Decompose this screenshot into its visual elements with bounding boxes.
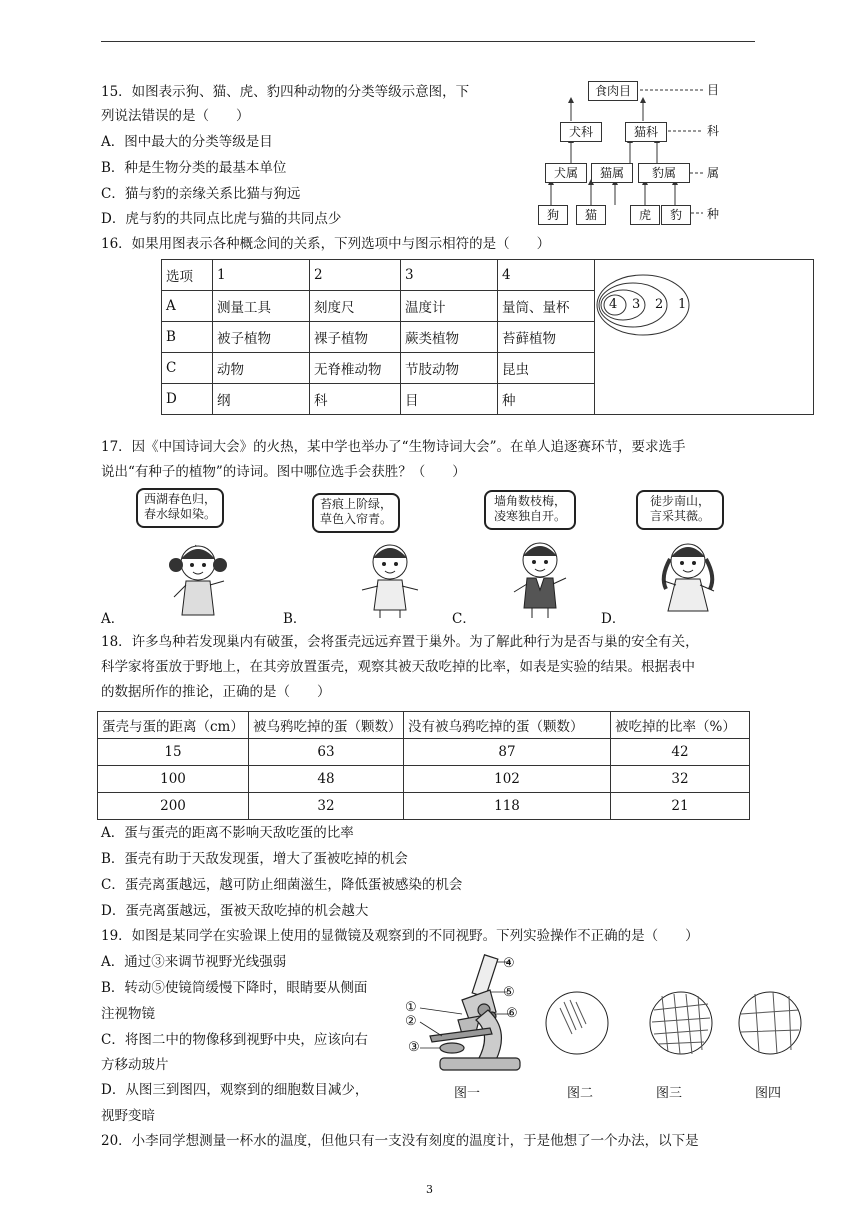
part-label-3: ③ <box>408 1040 420 1055</box>
table-cell: 种 <box>498 384 595 415</box>
node-genus-panthera: 豹属 <box>638 163 690 183</box>
table-cell: 目 <box>401 384 498 415</box>
caption-figure-3: 图三 <box>656 1086 683 1101</box>
table-cell: 裸子植物 <box>310 322 401 353</box>
q18-stem-line2: 科学家将蛋放于野地上，在其旁放置蛋壳，观察其被天敌吃掉的比率，如表是实验的结果。根据表中 <box>101 659 695 675</box>
table-row <box>98 793 750 820</box>
q15-stem-line2: 列说法错误的是（ ） <box>101 108 250 124</box>
table-cell: 测量工具 <box>213 291 310 322</box>
table-cell: 蕨类植物 <box>401 322 498 353</box>
table-cell: 无脊椎动物 <box>310 353 401 384</box>
q15-option-a[interactable]: A．图中最大的分类等级是目 <box>101 134 273 150</box>
q18-option-d[interactable]: D．蛋壳离蛋越远，蛋被天敌吃掉的机会越大 <box>101 903 369 919</box>
rank-label-order: 目 <box>707 83 720 97</box>
part-label-4: ④ <box>503 956 515 971</box>
table-cell: 昆虫 <box>498 353 595 384</box>
circle-label-3: 3 <box>632 297 641 312</box>
q19-option-c-cont: 方移动玻片 <box>101 1057 169 1073</box>
q16-header-cell: 2 <box>310 260 401 291</box>
table-cell: 科 <box>310 384 401 415</box>
q19-option-d[interactable]: D．从图三到图四，观察到的细胞数目减少， <box>101 1082 369 1098</box>
bubble-line: 西湖春色归， <box>143 492 216 506</box>
q16-header-cell: 4 <box>498 260 595 291</box>
table-row <box>98 766 750 793</box>
view-figure-2 <box>544 990 610 1056</box>
choice-b[interactable]: B． <box>283 611 307 627</box>
table-cell: 102 <box>404 766 611 793</box>
q19-option-a[interactable]: A．通过③来调节视野光线强弱 <box>101 954 287 970</box>
q19-option-b-cont: 注视物镜 <box>101 1006 155 1022</box>
table-cell: 118 <box>404 793 611 820</box>
part-label-1: ① <box>405 1000 417 1015</box>
q15-stem-line1: 15．如图表示狗、猫、虎、豹四种动物的分类等级示意图，下 <box>101 84 470 100</box>
header-rule <box>101 41 755 42</box>
boy-c-illustration <box>500 530 580 620</box>
bubble-line: 春水绿如染。 <box>143 507 216 521</box>
q19-option-b[interactable]: B．转动⑤使镜筒缓慢下降时，眼睛要从侧面 <box>101 980 368 996</box>
q16-header-cell: 3 <box>401 260 498 291</box>
microscope-illustration <box>400 950 540 1080</box>
node-genus-felis: 猫属 <box>591 163 633 183</box>
table-cell: 42 <box>611 739 750 766</box>
header-cell: 被吃掉的比率（%） <box>611 712 750 739</box>
table-cell: 被子植物 <box>213 322 310 353</box>
q16-concept-diagram <box>595 260 814 415</box>
table-cell: 100 <box>98 766 249 793</box>
rank-label-genus: 属 <box>707 166 720 180</box>
rank-label-family: 科 <box>707 124 720 138</box>
node-order: 食肉目 <box>588 81 638 101</box>
q20-stem-line1: 20．小李同学想测量一杯水的温度，但他只有一支没有刻度的温度计，于是他想了一个办法，以下是 <box>101 1133 699 1149</box>
node-species-dog: 狗 <box>538 205 568 225</box>
table-cell: B <box>162 322 213 353</box>
table-cell: D <box>162 384 213 415</box>
table-cell: 15 <box>98 739 249 766</box>
choice-d[interactable]: D． <box>601 611 626 627</box>
table-cell: 刻度尺 <box>310 291 401 322</box>
speech-bubble-a <box>136 488 224 528</box>
table-cell: 87 <box>404 739 611 766</box>
choice-c[interactable]: C． <box>452 611 476 627</box>
table-cell: 48 <box>249 766 404 793</box>
node-genus-canis: 犬属 <box>545 163 587 183</box>
q16-table <box>161 259 814 415</box>
q18-table <box>97 711 750 820</box>
circle-label-2: 2 <box>655 297 664 312</box>
bubble-line: 凌寒独自开。 <box>493 509 566 523</box>
q15-option-b[interactable]: B．种是生物分类的最基本单位 <box>101 160 287 176</box>
q18-stem-line3: 的数据所作的推论，正确的是（ ） <box>101 684 331 700</box>
table-cell: 苔藓植物 <box>498 322 595 353</box>
caption-figure-1: 图一 <box>454 1086 481 1101</box>
q15-option-c[interactable]: C．猫与豹的亲缘关系比猫与狗远 <box>101 186 301 202</box>
q16-stem: 16．如果用图表示各种概念间的关系，下列选项中与图示相符的是（ ） <box>101 236 551 252</box>
q19-stem: 19．如图是某同学在实验课上使用的显微镜及观察到的不同视野。下列实验操作不正确的是（ ） <box>101 928 699 944</box>
node-species-tiger: 虎 <box>630 205 660 225</box>
girl-a-illustration <box>160 525 240 620</box>
header-cell: 蛋壳与蛋的距离（cm） <box>98 712 249 739</box>
bubble-line: 草色入帘青。 <box>319 512 392 526</box>
q19-option-d-cont: 视野变暗 <box>101 1108 155 1124</box>
choice-a[interactable]: A． <box>101 611 125 627</box>
node-family-dog: 犬科 <box>560 122 602 142</box>
circle-label-4: 4 <box>609 297 618 312</box>
q18-option-b[interactable]: B．蛋壳有助于天敌发现蛋，增大了蛋被吃掉的机会 <box>101 851 408 867</box>
q18-stem-line1: 18．许多鸟种若发现巢内有破蛋，会将蛋壳远远弃置于巢外。为了解此种行为是否与巢的安全有关， <box>101 634 699 650</box>
q18-option-c[interactable]: C．蛋壳离蛋越远，越可防止细菌滋生，降低蛋被感染的机会 <box>101 877 463 893</box>
q15-option-d[interactable]: D．虎与豹的共同点比虎与猫的共同点少 <box>101 211 342 227</box>
boy-b-illustration <box>350 530 430 620</box>
table-cell: 21 <box>611 793 750 820</box>
rank-label-species: 种 <box>707 207 720 221</box>
table-cell: C <box>162 353 213 384</box>
q16-header-cell: 1 <box>213 260 310 291</box>
table-cell: 动物 <box>213 353 310 384</box>
node-species-cat: 猫 <box>576 205 606 225</box>
part-label-6: ⑥ <box>506 1006 518 1021</box>
node-family-cat: 猫科 <box>625 122 667 142</box>
q18-option-a[interactable]: A．蛋与蛋壳的距离不影响天敌吃蛋的比率 <box>101 825 354 841</box>
node-species-leopard: 豹 <box>661 205 691 225</box>
header-cell: 没有被乌鸦吃掉的蛋（颗数） <box>404 712 611 739</box>
q19-option-c[interactable]: C．将图二中的物像移到视野中央，应该向右 <box>101 1032 368 1048</box>
table-cell: 32 <box>249 793 404 820</box>
table-cell: 节肢动物 <box>401 353 498 384</box>
q16-header-cell: 选项 <box>162 260 213 291</box>
q17-stem-line1: 17．因《中国诗词大会》的火热，某中学也举办了“生物诗词大会”。在单人追逐赛环节，要求选手 <box>101 439 686 455</box>
q17-stem-line2: 说出“有种子的植物”的诗词。图中哪位选手会获胜？（ ） <box>101 464 466 480</box>
speech-bubble-c <box>484 490 576 530</box>
table-cell: 32 <box>611 766 750 793</box>
caption-figure-2: 图二 <box>567 1086 594 1101</box>
bubble-line: 苔痕上阶绿， <box>319 497 392 511</box>
bubble-line: 墙角数枝梅， <box>493 494 566 508</box>
page-number: 3 <box>426 1183 433 1196</box>
speech-bubble-d <box>636 490 724 530</box>
table-cell: 63 <box>249 739 404 766</box>
nested-circles <box>595 260 813 410</box>
table-header-row <box>98 712 750 739</box>
circle-label-1: 1 <box>678 297 687 312</box>
table-row <box>98 739 750 766</box>
header-cell: 被乌鸦吃掉的蛋（颗数） <box>249 712 404 739</box>
table-cell: 量筒、量杯 <box>498 291 595 322</box>
speech-bubble-b <box>312 493 400 533</box>
view-figure-4 <box>737 990 803 1056</box>
table-cell: 温度计 <box>401 291 498 322</box>
table-cell: 200 <box>98 793 249 820</box>
girl-d-illustration <box>648 527 728 619</box>
table-cell: A <box>162 291 213 322</box>
part-label-2: ② <box>405 1014 417 1029</box>
caption-figure-4: 图四 <box>755 1086 782 1101</box>
view-figure-3 <box>648 990 714 1056</box>
bubble-line: 言采其薇。 <box>649 509 710 523</box>
part-label-5: ⑤ <box>503 985 515 1000</box>
table-cell: 纲 <box>213 384 310 415</box>
bubble-line: 徒步南山， <box>649 494 710 508</box>
